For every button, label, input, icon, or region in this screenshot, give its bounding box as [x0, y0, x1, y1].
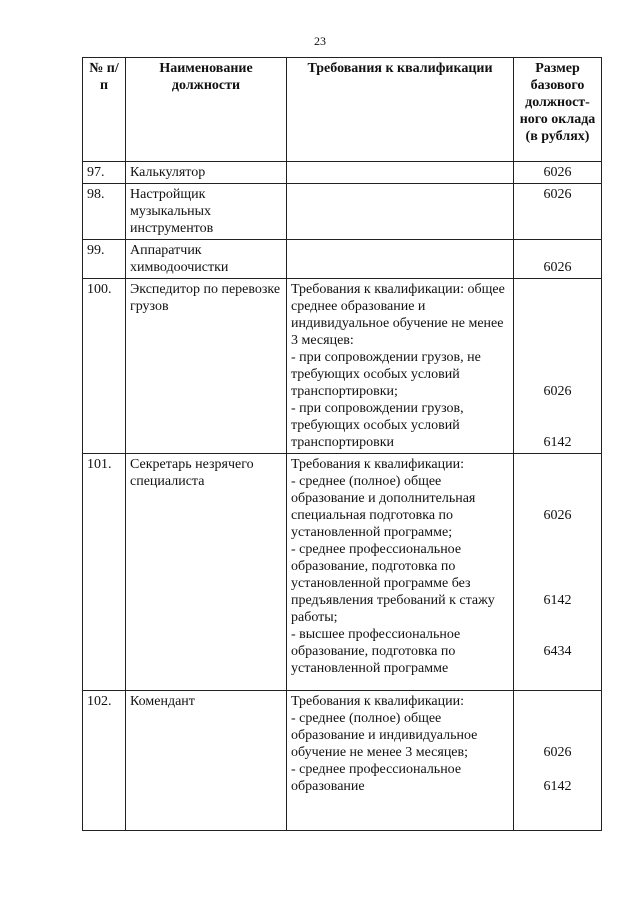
- qualification-requirements: [287, 162, 514, 184]
- salary-value: [518, 298, 597, 315]
- salary-value: [518, 541, 597, 558]
- header-requirements: Требования к квалификации: [287, 58, 514, 162]
- requirement-line: - при сопровождении грузов, не требующих особых условий транспортировки;: [291, 350, 481, 399]
- table-row: [83, 454, 602, 691]
- salary-value: [518, 490, 597, 507]
- salary-value: [518, 366, 597, 383]
- salary-value: 6026: [543, 508, 572, 523]
- base-salary: [514, 240, 602, 279]
- base-salary: [514, 691, 602, 831]
- salary-value: 6026: [543, 187, 572, 202]
- qualification-requirements: [287, 240, 514, 279]
- header-salary: Размер базового должност-ного оклада (в рублях): [514, 58, 602, 162]
- requirement-line: - среднее (полное) общее образование и дополнительная специальная подготовка по установленной программе;: [291, 474, 476, 540]
- salary-value: [518, 558, 597, 575]
- table-row: [83, 691, 602, 831]
- salary-value: [518, 693, 597, 710]
- salary-value: [518, 727, 597, 744]
- requirement-line: Требования к квалификации:: [291, 457, 464, 472]
- qualification-requirements: [287, 454, 514, 691]
- requirement-line: - высшее профессиональное образование, подготовка по установленной программе: [291, 627, 461, 676]
- header-name: Наименование должности: [126, 58, 287, 162]
- salary-value: 6142: [543, 593, 572, 608]
- salary-value: [518, 315, 597, 332]
- position-name: Комендант: [126, 691, 287, 831]
- salary-value: [518, 795, 597, 812]
- base-salary: [514, 184, 602, 240]
- salary-value: 6026: [543, 384, 572, 399]
- qualification-requirements: [287, 279, 514, 454]
- salary-value: [518, 349, 597, 366]
- salary-value: [518, 660, 597, 677]
- salary-value: 6026: [543, 165, 572, 180]
- salary-value: [518, 761, 597, 778]
- salary-value: [518, 281, 597, 298]
- position-name: Настройщик музыкальных инструментов: [126, 184, 287, 240]
- salary-value: [518, 417, 597, 434]
- table-row: [83, 184, 602, 240]
- salary-value: 6142: [543, 435, 572, 450]
- requirement-line: - среднее профессиональное образование: [291, 762, 462, 794]
- position-name: Секретарь незрячего специалиста: [126, 454, 287, 691]
- salary-value: [518, 524, 597, 541]
- header-num: № п/п: [83, 58, 126, 162]
- page-number: 23: [314, 34, 326, 48]
- row-number: 100.: [83, 279, 126, 454]
- salary-value: [518, 473, 597, 490]
- position-name: Экспедитор по перевозке грузов: [126, 279, 287, 454]
- requirement-line: Требования к квалификации: общее среднее образование и индивидуальное обучение не менее 3 месяцев:: [291, 282, 505, 348]
- salary-value: [518, 242, 597, 259]
- table-row: [83, 240, 602, 279]
- salary-value: [518, 710, 597, 727]
- salary-value: 6026: [543, 260, 572, 275]
- salary-value: [518, 332, 597, 349]
- qualification-requirements: [287, 184, 514, 240]
- requirement-line: - среднее (полное) общее образование и индивидуальное обучение не менее 3 месяцев;: [291, 711, 478, 760]
- requirement-line: Требования к квалификации:: [291, 694, 464, 709]
- salary-value: [518, 400, 597, 417]
- requirement-line: - при сопровождении грузов, требующих особых условий транспортировки: [291, 401, 464, 450]
- salary-value: [518, 626, 597, 643]
- row-number: 102.: [83, 691, 126, 831]
- position-name: Аппаратчик химводоочистки: [126, 240, 287, 279]
- table-header-row: [83, 58, 602, 162]
- row-number: 97.: [83, 162, 126, 184]
- salary-value: 6434: [543, 644, 572, 659]
- salary-value: 6026: [543, 745, 572, 760]
- position-name: Калькулятор: [126, 162, 287, 184]
- base-salary: [514, 279, 602, 454]
- qualification-requirements: [287, 691, 514, 831]
- base-salary: [514, 162, 602, 184]
- table-row: [83, 162, 602, 184]
- salary-value: [518, 609, 597, 626]
- table-row: [83, 279, 602, 454]
- salary-value: [518, 456, 597, 473]
- row-number: 98.: [83, 184, 126, 240]
- salary-value: 6142: [543, 779, 572, 794]
- row-number: 101.: [83, 454, 126, 691]
- salary-value: [518, 575, 597, 592]
- requirement-line: - среднее профессиональное образование, подготовка по установленной программе без предъявления требований к стажу работы;: [291, 542, 495, 625]
- base-salary: [514, 454, 602, 691]
- row-number: 99.: [83, 240, 126, 279]
- salary-table: [82, 57, 602, 831]
